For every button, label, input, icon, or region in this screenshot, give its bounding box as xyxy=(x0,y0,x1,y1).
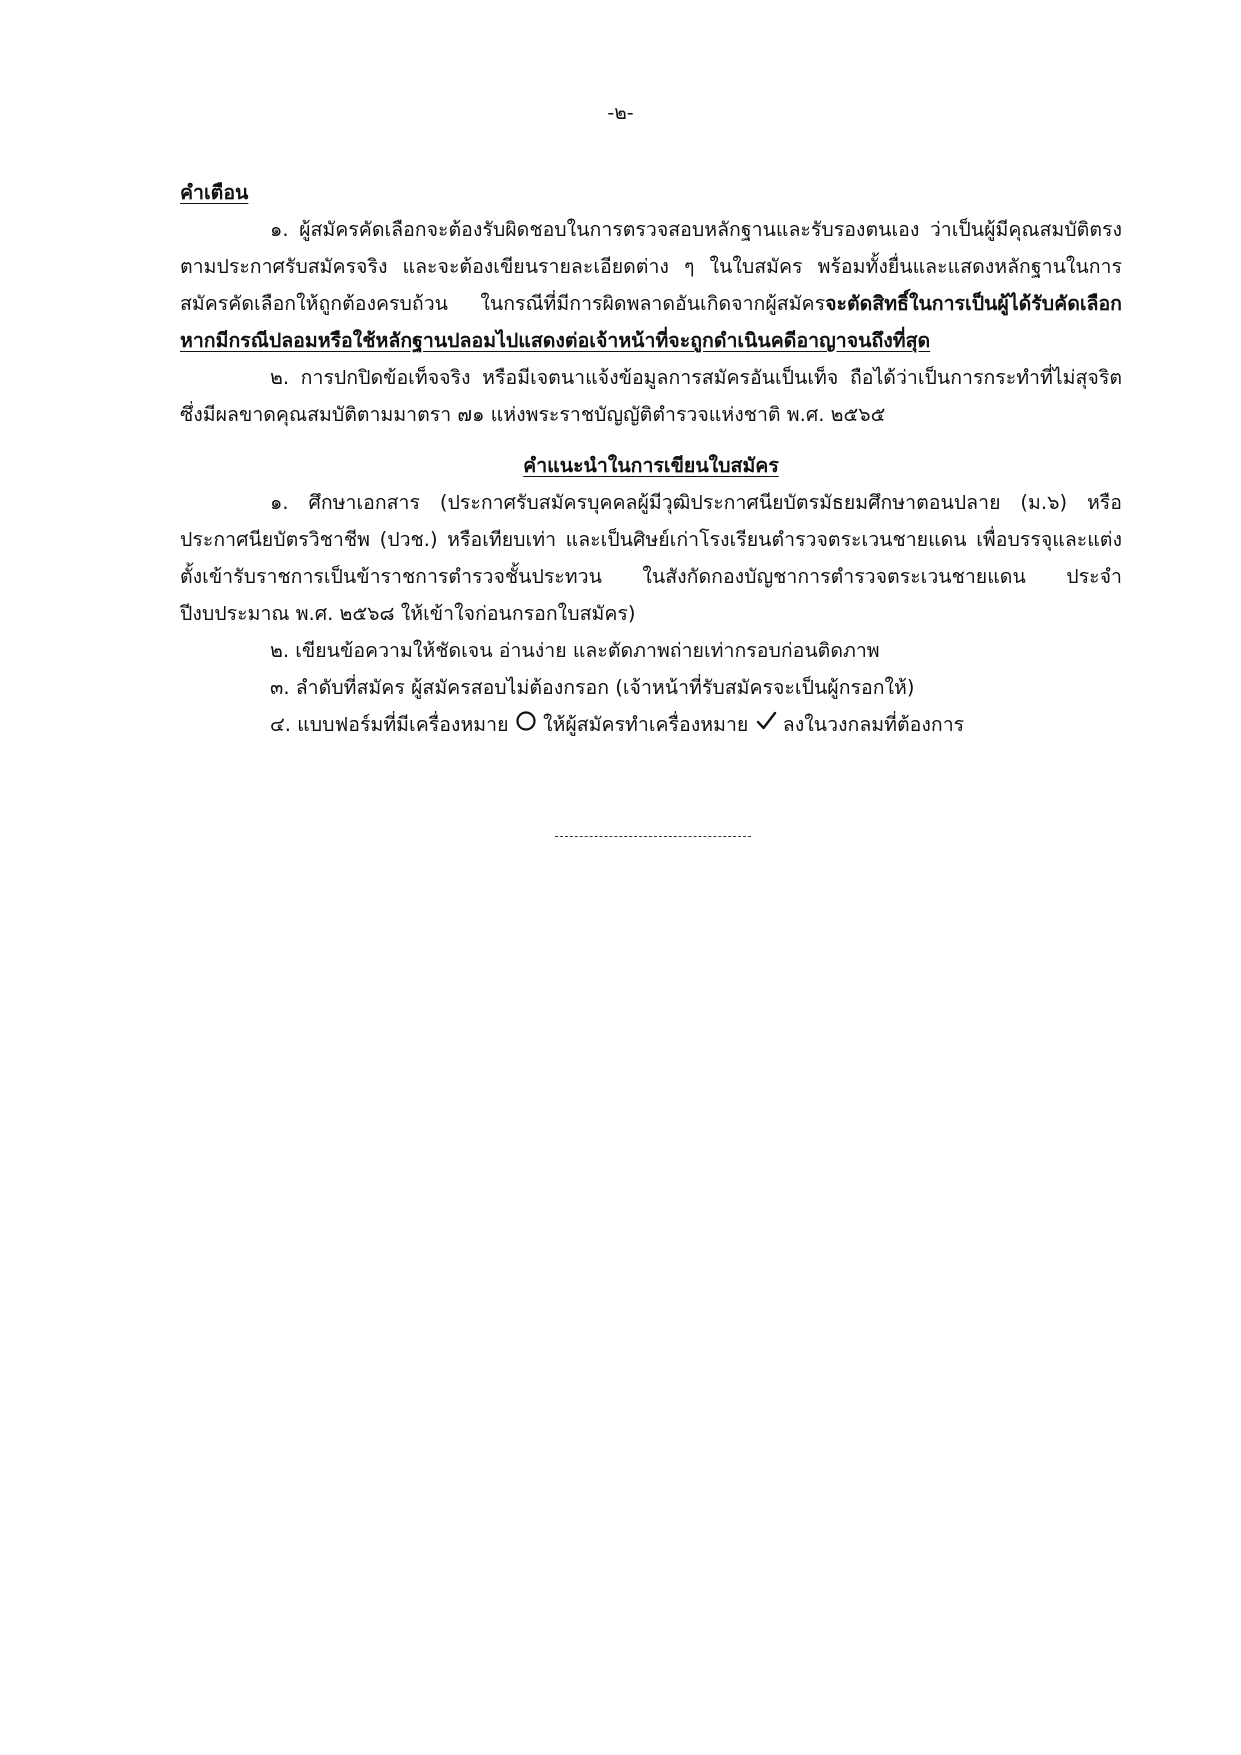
page-number: -๒- xyxy=(607,102,634,124)
instruction-item-4-part3: ลงในวงกลมที่ต้องการ xyxy=(782,713,965,736)
circle-icon xyxy=(515,707,537,744)
instruction-item-4 xyxy=(180,706,1122,744)
instructions-heading: คำแนะนำในการเขียนใบสมัคร xyxy=(523,454,779,477)
document-body xyxy=(180,174,1122,744)
warning-item-1-text: ๑. ผู้สมัครคัดเลือกจะต้องรับผิดชอบในการตรวจสอบหลักฐานและรับรองตนเอง ว่าเป็นผู้มีคุณสมบัติตรงตามประกาศรับสมัครจริง และจะต้องเขียนรายละเอียดต่าง ๆ ในใบสมัคร พร้อมทั้งยื่นและแสดงหลักฐานในการสมัครคัดเลือกให้ถูกต้องครบถ้วน ในกรณีที่มีการผิดพลาดอันเกิดจากผู้สมัคร xyxy=(180,218,1122,315)
warning-item-1-bold: จะตัดสิทธิ์ในการเป็นผู้ได้รับคัดเลือก xyxy=(825,292,1122,315)
warning-item-2: ๒. การปกปิดข้อเท็จจริง หรือมีเจตนาแจ้งข้อมูลการสมัครอันเป็นเท็จ ถือได้ว่าเป็นการกระทำที่ไม่สุจริต ซึ่งมีผลขาดคุณสมบัติตามมาตรา ๗๑ แห่งพระราชบัญญัติตำรวจแห่งชาติ พ.ศ. ๒๕๖๕ xyxy=(180,366,1122,426)
instruction-item-2: ๒. เขียนข้อความให้ชัดเจน อ่านง่าย และตัดภาพถ่ายเท่ากรอบก่อนติดภาพ xyxy=(270,639,880,662)
end-divider xyxy=(555,836,751,837)
checkmark-icon xyxy=(755,707,777,744)
instruction-item-1: ๑. ศึกษาเอกสาร (ประกาศรับสมัครบุคคลผู้มีวุฒิประกาศนียบัตรมัธยมศึกษาตอนปลาย (ม.๖) หรือประกาศนียบัตรวิชาชีพ (ปวช.) หรือเทียบเท่า และเป็นศิษย์เก่าโรงเรียนตำรวจตระเวนชายแดน เพื่อบรรจุและแต่งตั้งเข้ารับราชการเป็นข้าราชการตำรวจชั้นประทวน ในสังกัดกองบัญชาการตำรวจตระเวนชายแดน ประจำปีงบประมาณ พ.ศ. ๒๕๖๘ ให้เข้าใจก่อนกรอกใบสมัคร) xyxy=(180,491,1122,625)
warning-item-1-emphasis: หากมีกรณีปลอมหรือใช้หลักฐานปลอมไปแสดงต่อเจ้าหน้าที่จะถูกดำเนินคดีอาญาจนถึงที่สุด xyxy=(180,329,931,352)
instruction-item-3: ๓. ลำดับที่สมัคร ผู้สมัครสอบไม่ต้องกรอก (เจ้าหน้าที่รับสมัครจะเป็นผู้กรอกให้) xyxy=(270,676,915,699)
warning-heading: คำเตือน xyxy=(180,181,249,204)
warning-item-1 xyxy=(180,211,1122,359)
instruction-item-4-part2: ให้ผู้สมัครทำเครื่องหมาย xyxy=(542,713,749,736)
instruction-item-4-part1: ๔. แบบฟอร์มที่มีเครื่องหมาย xyxy=(270,713,509,736)
